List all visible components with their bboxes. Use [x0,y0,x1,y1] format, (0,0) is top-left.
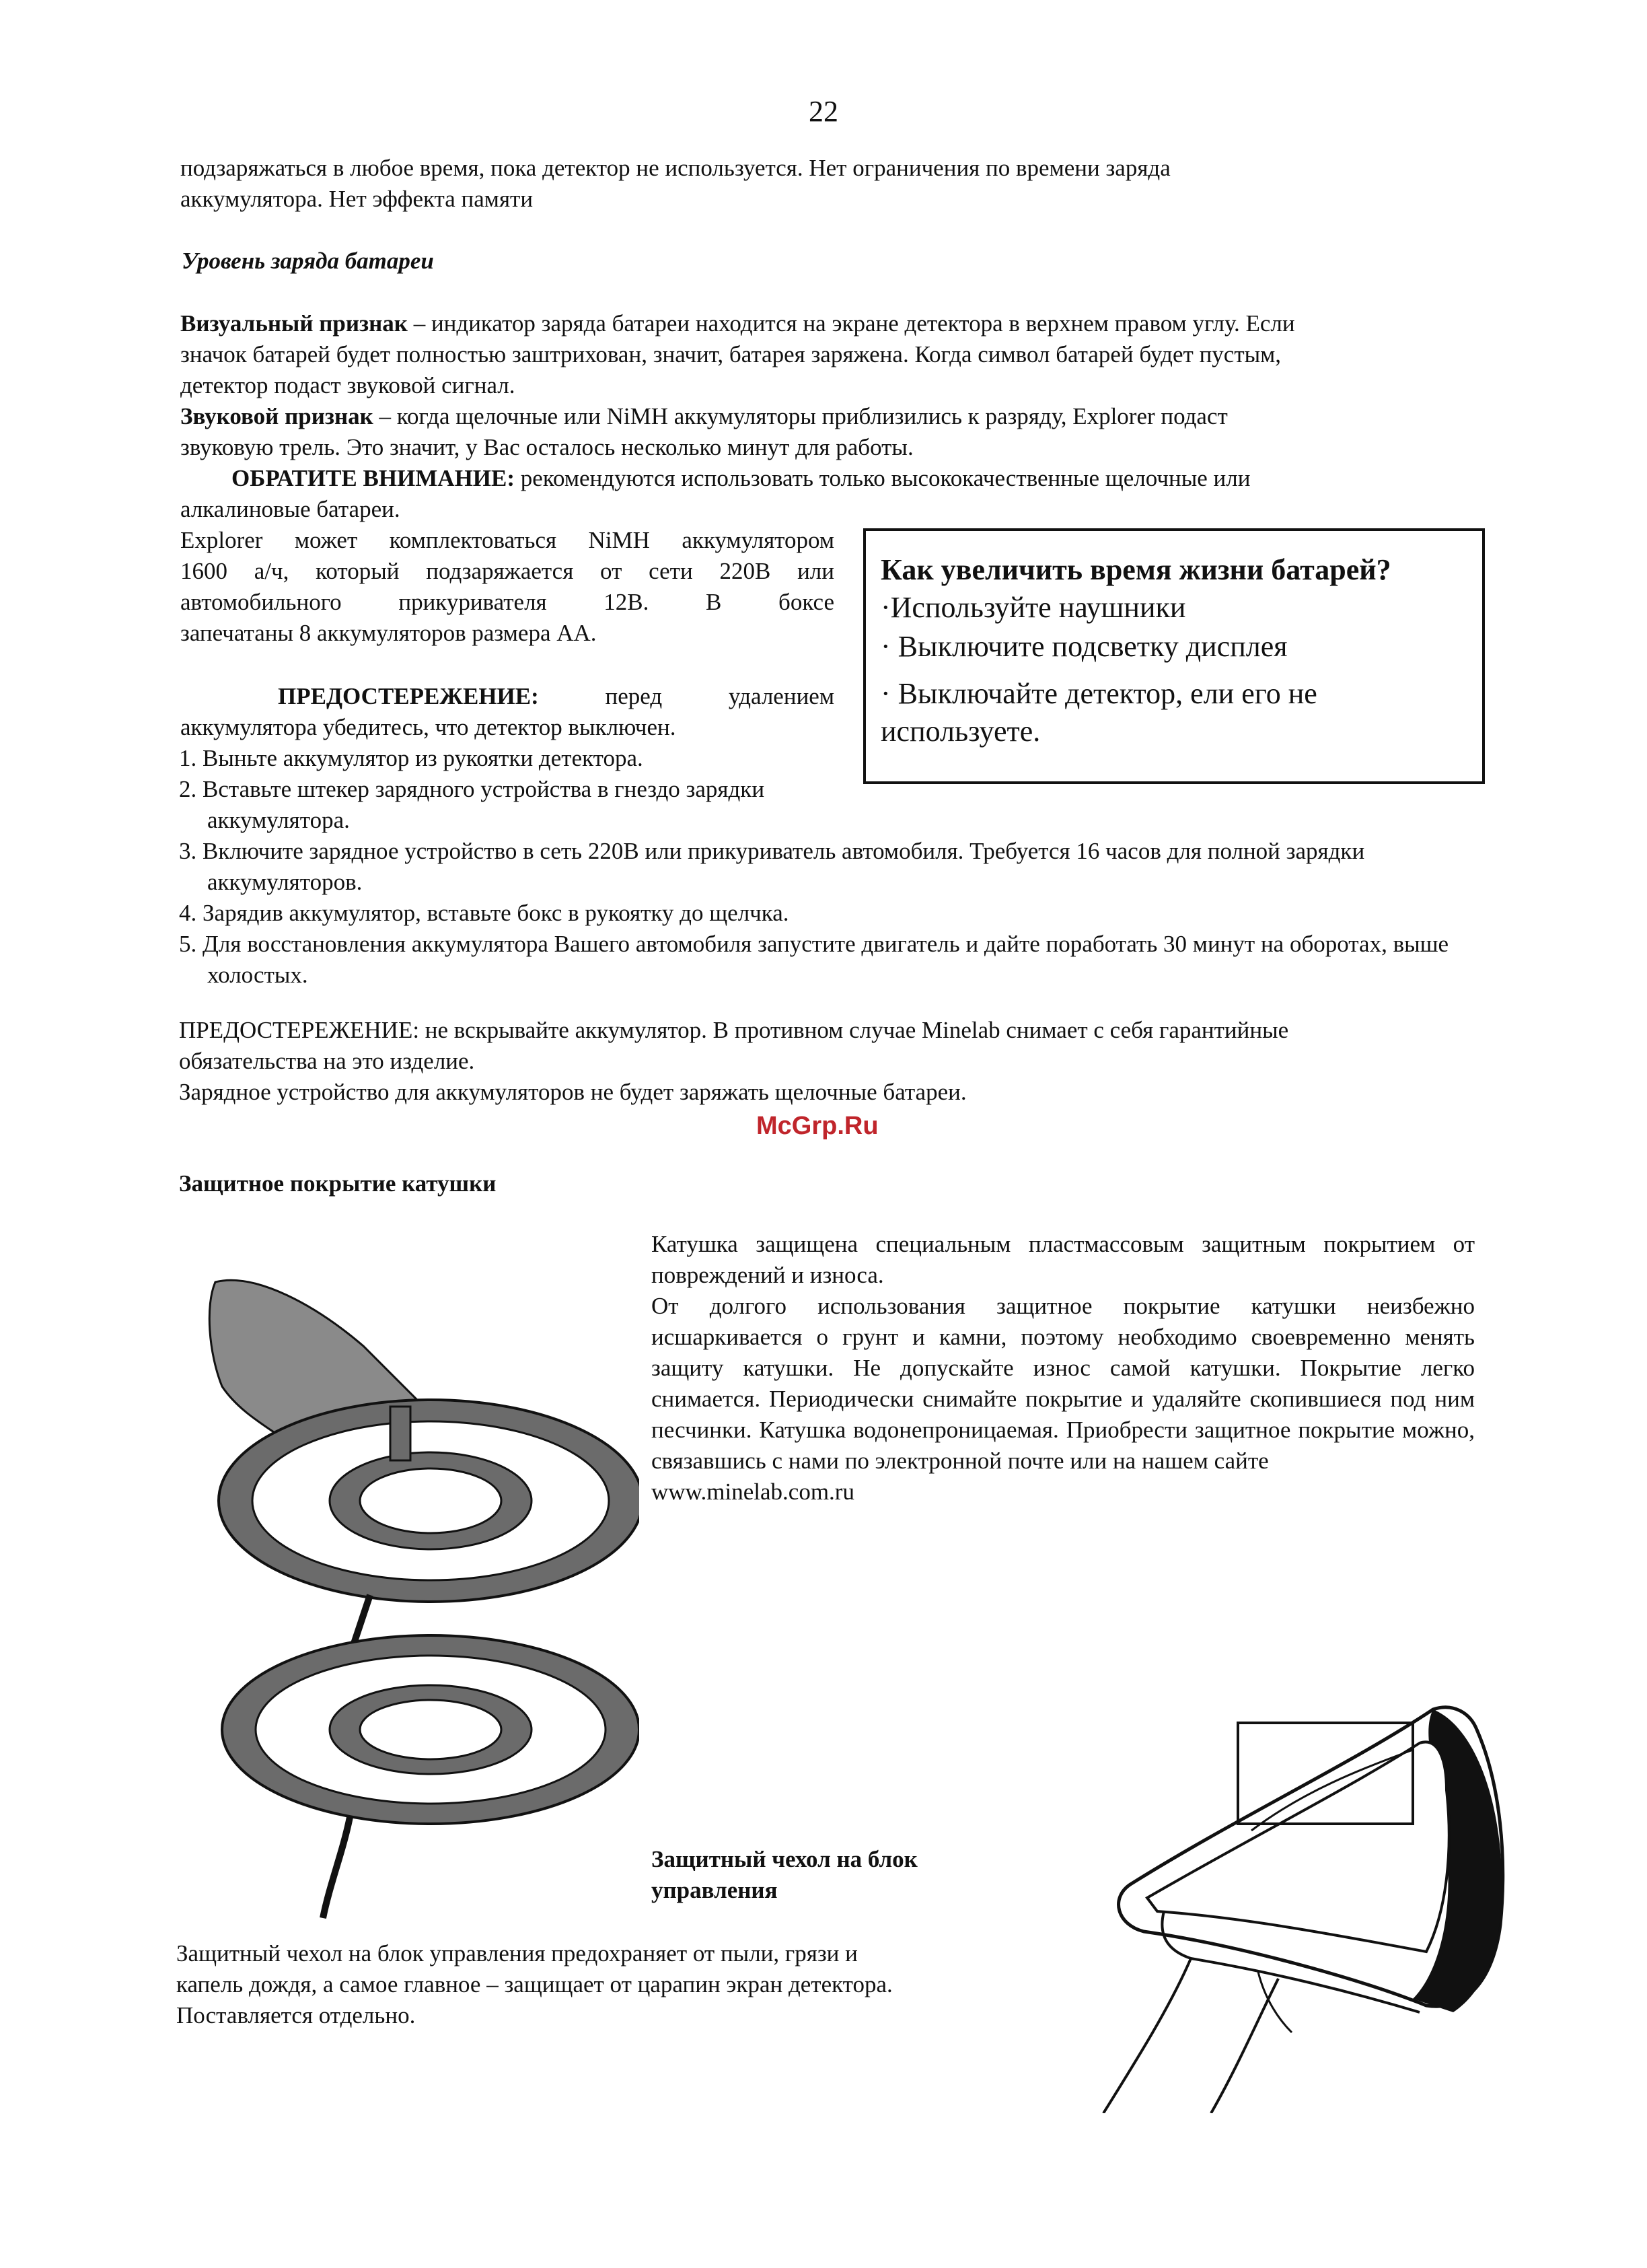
tip-item: · Выключите подсветку дисплея [881,630,1288,663]
coil-cover-text [651,1229,1475,1508]
visual-indicator-line [180,308,1492,339]
control-cover-line: Поставляется отдельно. [176,2002,416,2028]
tip-item: ·Используйте наушники [881,591,1186,624]
attention-label: ОБРАТИТЕ ВНИМАНИЕ: [231,465,515,491]
control-cover-heading-line: управления [651,1877,778,1903]
caution-line [180,681,834,712]
intro-paragraph [180,153,1492,215]
step-item: 5. Для восстановления аккумулятора Вашего автомобиля запустите двигатель и дайте поработать 30 минут на оборотах, выше холостых. [179,931,1449,988]
coil-top-image [219,1400,639,1602]
page-number: 22 [809,95,838,128]
visual-indicator-text: – индикатор заряда батареи находится на экране детектора в верхнем правом углу. Если [407,310,1295,336]
step-item: 2. Вставьте штекер зарядного устройства в гнездо зарядки аккумулятора. [179,776,765,833]
control-box-illustration [1036,1682,1507,2113]
control-cover-text [176,1938,1017,2031]
step-item: 1. Выньте аккумулятор из рукоятки детектора. [179,745,643,771]
attention-text: рекомендуются использовать только высококачественные щелочные или [515,465,1251,491]
nimh-line: автомобильного прикуривателя 12В. В боксе [180,589,834,615]
nimh-paragraph [180,525,834,649]
coil-url: www.minelab.com.ru [651,1479,854,1505]
caution-paragraph [180,681,834,743]
sound-indicator-label: Звуковой признак [180,403,373,429]
coil-illustration [195,1232,639,1925]
intro-line: аккумулятора. Нет эффекта памяти [180,186,534,212]
visual-indicator-line: значок батарей будет полностью заштрихован, значит, батарея заряжена. Когда символ батарей будет пустым, [180,341,1282,367]
intro-line: подзаряжаться в любое время, пока детектор не используется. Нет ограничения по времени заряда [180,155,1171,181]
sound-indicator-text: – когда щелочные или NiMH аккумуляторы приблизились к разряду, Explorer подаст [373,403,1228,429]
battery-tips-box [863,528,1485,784]
control-cover-heading [651,1844,918,1906]
step-item: 4. Зарядив аккумулятор, вставьте бокс в рукоятку до щелчка. [179,900,789,926]
attention-line [180,463,1492,494]
visual-indicator-label: Визуальный признак [180,310,408,336]
tip-item: · Выключайте детектор, ели его не используете. [881,677,1317,748]
coil-cover-heading: Защитное покрытие катушки [179,1170,497,1197]
warning-paragraph [179,1015,1491,1108]
step-item: 3. Включите зарядное устройство в сеть 220В или прикуриватель автомобиля. Требуется 16 часов для полной зарядки аккумуляторов. [179,838,1365,895]
warning-line: обязательства на это изделие. [179,1048,475,1074]
caution-text: перед удалением [538,683,834,709]
battery-level-heading: Уровень заряда батареи [182,248,434,274]
control-cover-line: капель дождя, а самое главное – защищает от царапин экран детектора. [176,1971,893,1997]
steps-list-wide [179,836,1491,991]
battery-indicators [180,308,1492,525]
control-cover-line: Защитный чехол на блок управления предохраняет от пыли, грязи и [176,1940,858,1966]
caution-label: ПРЕДОСТЕРЕЖЕНИЕ: [278,683,539,709]
caution-line: аккумулятора убедитесь, что детектор выключен. [180,714,676,740]
sound-indicator-line: звуковую трель. Это значит, у Вас осталось несколько минут для работы. [180,434,914,460]
warning-line: Зарядное устройство для аккумуляторов не будет заряжать щелочные батареи. [179,1079,967,1105]
warning-line: ПРЕДОСТЕРЕЖЕНИЕ: не вскрывайте аккумулятор. В противном случае Minelab снимает с себя гарантийные [179,1017,1289,1043]
watermark: McGrp.Ru [756,1112,879,1140]
sound-indicator-line [180,401,1492,432]
coil-bottom-image [222,1635,639,1918]
visual-indicator-line: детектор подаст звуковой сигнал. [180,372,515,398]
steps-list-narrow [179,743,834,836]
nimh-line: 1600 а/ч, который подзаряжается от сети 220В или [180,558,834,584]
coil-paragraph: От долгого использования защитное покрытие катушки неизбежно исшаркивается о грунт и камни, поэтому необходимо своевременно менять защиту катушки. Не допускайте износ самой катушки. Покрытие легко снимается. Периодически снимайте покрытие и удаляйте скопившиеся под ним песчинки. Катушка водонепроницаемая. Приобрести защитное покрытие можно, связавшись с нами по электронной почте или на нашем сайте [651,1293,1475,1474]
attention-line: алкалиновые батареи. [180,496,400,522]
nimh-line: запечатаны 8 аккумуляторов размера АА. [180,620,597,646]
nimh-line: Explorer может комплектоваться NiMH аккумулятором [180,527,834,553]
coil-paragraph: Катушка защищена специальным пластмассовым защитным покрытием от повреждений и износа. [651,1231,1475,1288]
control-cover-heading-line: Защитный чехол на блок [651,1846,918,1872]
tips-title: Как увеличить время жизни батарей? [881,553,1391,586]
